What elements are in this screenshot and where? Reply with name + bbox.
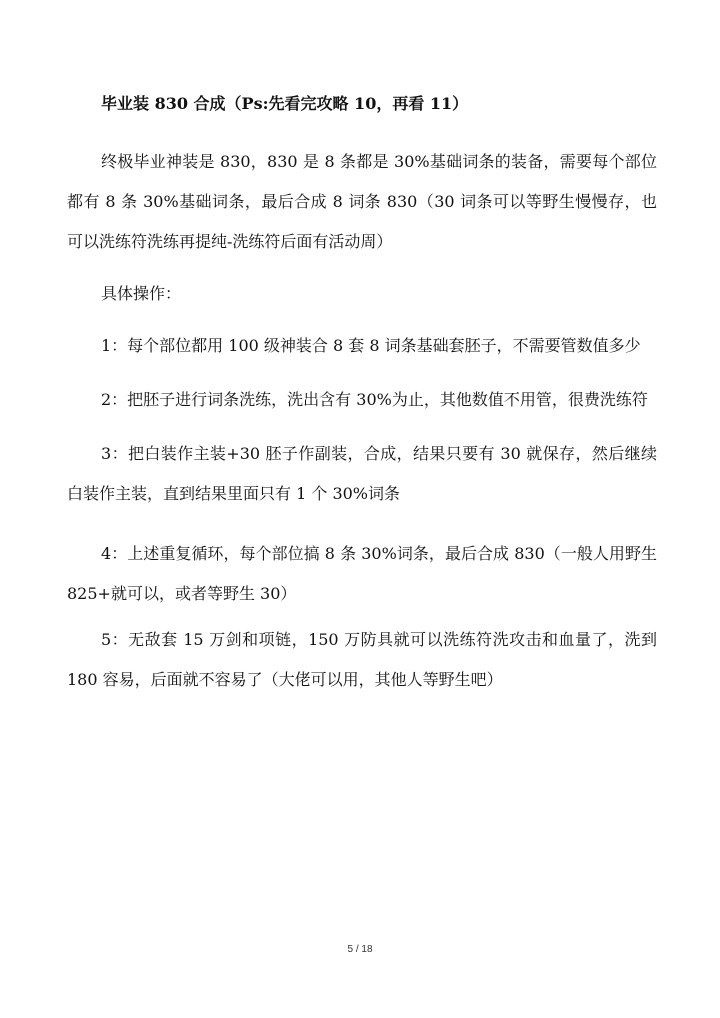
intro-paragraph: 终极毕业神装是 830，830 是 8 条都是 30%基础词条的装备，需要每个部位都有 8 条 30%基础词条，最后合成 8 词条 830（30 词条可以等野生慢慢存，也可以洗练符洗练再提纯-洗练符后面有活动周） xyxy=(67,152,657,251)
step-3-paragraph: 3：把白装作主装+30 胚子作副装，合成，结果只要有 30 就保存，然后继续白装作主装，直到结果里面只有 1 个 30%词条 xyxy=(67,444,657,503)
step-2-paragraph: 2：把胚子进行词条洗练，洗出含有 30%为止，其他数值不用管，很费洗练符 xyxy=(101,390,648,409)
step-5-paragraph: 5：无敌套 15 万剑和项链，150 万防具就可以洗练符洗攻击和血量了，洗到 180 容易，后面就不容易了（大佬可以用，其他人等野生吧） xyxy=(67,630,657,689)
page-number: 5 / 18 xyxy=(347,944,373,955)
operations-label: 具体操作： xyxy=(101,284,182,303)
step-4-paragraph: 4：上述重复循环，每个部位搞 8 条 30%词条，最后合成 830（一般人用野生 825+就可以，或者等野生 30） xyxy=(67,544,657,603)
step-1-paragraph: 1：每个部位都用 100 级神装合 8 套 8 词条基础套胚子，不需要管数值多少 xyxy=(101,336,641,355)
section-heading: 毕业装 830 合成（Ps:先看完攻略 10，再看 11） xyxy=(101,94,469,113)
